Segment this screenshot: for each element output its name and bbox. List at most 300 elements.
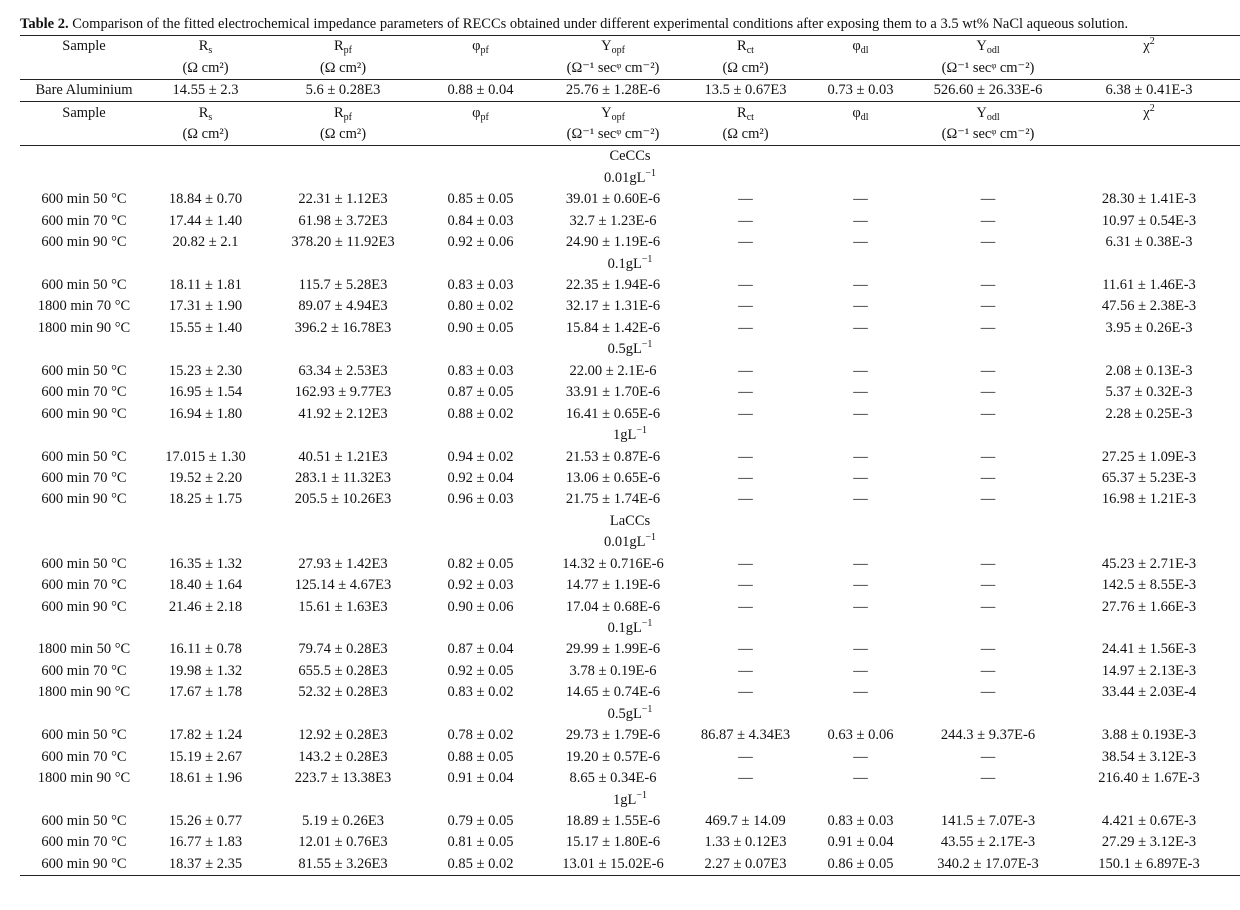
- table-cell: 0.92 ± 0.03: [447, 577, 514, 594]
- section-label-text: LaCCs: [609, 512, 651, 529]
- header-symbol: R: [333, 38, 344, 55]
- table-cell: 17.82 ± 1.24: [168, 727, 243, 744]
- table-cell: 22.31 ± 1.12E3: [298, 191, 388, 208]
- table-row: [20, 446, 1240, 467]
- table-cell: 0.88 ± 0.05: [447, 748, 514, 765]
- table-cell: 0.79 ± 0.05: [447, 812, 514, 829]
- table-cell: 16.95 ± 1.54: [168, 384, 243, 401]
- header-subscript: pf: [480, 45, 489, 57]
- table-cell: 16.41 ± 0.65E-6: [565, 405, 661, 422]
- units-cell: [803, 124, 918, 146]
- table-cell: 0.83 ± 0.03: [447, 362, 514, 379]
- table-cell: 18.25 ± 1.75: [168, 491, 243, 508]
- table-cell: 0.86 ± 0.05: [803, 854, 918, 876]
- header-subscript: pf: [480, 111, 489, 123]
- table-cell: —: [738, 362, 753, 379]
- table-cell: 0.83 ± 0.03: [447, 277, 514, 294]
- units-cell: (Ω⁻¹ secᵠ cm⁻²): [918, 124, 1058, 146]
- header-symbol: φ: [472, 104, 481, 121]
- table-cell: —: [980, 319, 996, 336]
- table-cell: 600 min 70 °C: [41, 748, 127, 765]
- table-cell: 5.6 ± 0.28E3: [305, 82, 381, 99]
- header-subscript: dl: [860, 45, 869, 57]
- table-cell: —: [980, 362, 996, 379]
- header-cell: [538, 36, 688, 58]
- group-row: [20, 146, 1240, 168]
- table-cell: —: [738, 770, 753, 787]
- table-cell: 52.32 ± 0.28E3: [298, 684, 388, 701]
- table-cell: 283.1 ± 11.32E3: [294, 469, 392, 486]
- caption-label: Table 2.: [20, 16, 69, 32]
- table-cell: 29.73 ± 1.79E-6: [565, 727, 661, 744]
- header-symbol: R: [737, 104, 747, 121]
- table-cell: 18.89 ± 1.55E-6: [565, 812, 661, 829]
- table-cell: 340.2 ± 17.07E-3: [918, 854, 1058, 876]
- table-cell: 21.75 ± 1.74E-6: [565, 491, 661, 508]
- concentration-row: [20, 425, 1240, 446]
- table-cell: 6.31 ± 0.38E-3: [1105, 234, 1193, 251]
- table-container: [20, 15, 1200, 876]
- table-cell: 21.46 ± 2.18: [168, 598, 243, 615]
- header-superscript: 2: [1149, 102, 1155, 114]
- header-cell: [263, 36, 423, 58]
- table-cell: —: [980, 748, 996, 765]
- table-cell: 3.95 ± 0.26E-3: [1105, 319, 1193, 336]
- table-cell: 600 min 90 °C: [41, 598, 127, 615]
- table-cell: 16.77 ± 1.83: [168, 834, 243, 851]
- table-cell: 11.61 ± 1.46E-3: [1102, 277, 1196, 294]
- table-cell: —: [853, 362, 868, 379]
- header-symbol: Y: [976, 38, 987, 55]
- header-row: [20, 36, 1240, 58]
- table-cell: 15.61 ± 1.63E3: [298, 598, 388, 615]
- table-cell: 600 min 70 °C: [41, 834, 127, 851]
- header-symbol: R: [198, 38, 209, 55]
- table-cell: —: [738, 684, 753, 701]
- table-cell: 0.73 ± 0.03: [827, 82, 894, 99]
- table-cell: 24.41 ± 1.56E-3: [1101, 641, 1197, 658]
- table-cell: 0.94 ± 0.02: [447, 448, 514, 465]
- table-cell: 38.54 ± 3.12E-3: [1101, 748, 1197, 765]
- table-cell: —: [738, 212, 753, 229]
- table-cell: 15.23 ± 2.30: [168, 362, 243, 379]
- concentration-label: [20, 253, 1240, 274]
- table-cell: 0.82 ± 0.05: [447, 555, 514, 572]
- header-subscript: pf: [343, 45, 352, 57]
- units-cell: [423, 124, 538, 146]
- group-label: [20, 146, 1240, 168]
- table-cell: —: [738, 598, 753, 615]
- table-cell: 5.19 ± 0.26E3: [301, 812, 385, 829]
- section-label-text: 0.5gL: [607, 341, 642, 358]
- section-label-text: 1gL: [613, 791, 637, 808]
- table-cell: 600 min 90 °C: [41, 405, 127, 422]
- header-symbol: φ: [852, 104, 861, 121]
- table-cell: 8.65 ± 0.34E-6: [569, 770, 657, 787]
- table-cell: —: [853, 684, 868, 701]
- table-cell: —: [853, 770, 868, 787]
- table-cell: 125.14 ± 4.67E3: [294, 577, 392, 594]
- units-cell: [1058, 57, 1240, 79]
- header-symbol: R: [333, 104, 344, 121]
- table-row: [20, 489, 1240, 510]
- table-cell: 0.88 ± 0.02: [447, 405, 514, 422]
- units-cell: (Ω cm²): [688, 57, 803, 79]
- header-cell: [20, 36, 148, 58]
- table-cell: —: [853, 555, 868, 572]
- table-cell: 21.53 ± 0.87E-6: [565, 448, 661, 465]
- table-cell: 1800 min 90 °C: [37, 684, 131, 701]
- units-cell: [423, 57, 538, 79]
- header-cell: [1058, 102, 1240, 124]
- header-cell: [688, 36, 803, 58]
- table-cell: —: [738, 384, 753, 401]
- table-row: [20, 275, 1240, 296]
- table-cell: 14.65 ± 0.74E-6: [565, 684, 661, 701]
- table-cell: 33.44 ± 2.03E-4: [1101, 684, 1197, 701]
- table-row: [20, 189, 1240, 210]
- units-row: [20, 124, 1240, 146]
- table-cell: 0.87 ± 0.05: [447, 384, 514, 401]
- units-cell: (Ω⁻¹ secᵠ cm⁻²): [538, 124, 688, 146]
- table-cell: 12.92 ± 0.28E3: [298, 727, 388, 744]
- table-cell: —: [738, 191, 753, 208]
- table-cell: —: [980, 770, 996, 787]
- table-cell: 0.92 ± 0.06: [447, 234, 514, 251]
- table-cell: 0.63 ± 0.06: [827, 727, 894, 744]
- table-cell: 33.91 ± 1.70E-6: [565, 384, 661, 401]
- table-cell: 18.11 ± 1.81: [169, 277, 242, 294]
- table-cell: —: [853, 641, 868, 658]
- table-cell: 0.90 ± 0.06: [447, 598, 514, 615]
- header-cell: [918, 102, 1058, 124]
- table-cell: 61.98 ± 3.72E3: [298, 212, 388, 229]
- table-row: [20, 854, 1240, 876]
- table-cell: —: [853, 662, 868, 679]
- table-cell: —: [853, 448, 868, 465]
- table-cell: 14.55 ± 2.3: [172, 82, 239, 99]
- table-cell: —: [738, 748, 753, 765]
- header-symbol: R: [737, 38, 747, 55]
- table-cell: 600 min 50 °C: [41, 812, 127, 829]
- table-cell: 19.52 ± 2.20: [168, 469, 243, 486]
- table-cell: 600 min 70 °C: [41, 577, 127, 594]
- table-cell: 205.5 ± 10.26E3: [294, 491, 392, 508]
- table-cell: 0.92 ± 0.04: [447, 469, 514, 486]
- table-cell: 13.06 ± 0.65E-6: [565, 469, 661, 486]
- table-cell: 0.83 ± 0.03: [827, 812, 894, 829]
- table-cell: —: [980, 491, 996, 508]
- table-cell: 526.60 ± 26.33E-6: [933, 82, 1043, 99]
- table-cell: 45.23 ± 2.71E-3: [1101, 555, 1197, 572]
- table-cell: 600 min 50 °C: [41, 362, 127, 379]
- table-cell: 3.78 ± 0.19E-6: [569, 662, 657, 679]
- table-cell: 0.91 ± 0.04: [447, 770, 514, 787]
- table-cell: —: [738, 405, 753, 422]
- table-cell: 24.90 ± 1.19E-6: [565, 234, 661, 251]
- header-cell: [423, 36, 538, 58]
- table-cell: 3.88 ± 0.193E-3: [1101, 727, 1197, 744]
- section-label-text: 0.01gL: [603, 169, 646, 186]
- table-cell: 0.80 ± 0.02: [447, 298, 514, 315]
- table-cell: 244.3 ± 9.37E-6: [940, 727, 1036, 744]
- table-cell: —: [738, 469, 753, 486]
- header-symbol: Sample: [62, 104, 106, 121]
- concentration-label: [20, 425, 1240, 446]
- table-cell: 32.7 ± 1.23E-6: [569, 212, 657, 229]
- table-cell: 15.19 ± 2.67: [168, 748, 243, 765]
- header-symbol: Y: [601, 104, 612, 121]
- concentration-unit-superscript: −1: [641, 339, 653, 351]
- units-cell: (Ω cm²): [148, 124, 263, 146]
- table-cell: —: [853, 577, 868, 594]
- table-cell: —: [738, 277, 753, 294]
- table-cell: 18.84 ± 0.70: [168, 191, 243, 208]
- table-cell: 0.91 ± 0.04: [827, 834, 894, 851]
- table-cell: —: [853, 277, 868, 294]
- table-cell: 79.74 ± 0.28E3: [298, 641, 388, 658]
- table-row: [20, 768, 1240, 789]
- table-cell: 65.37 ± 5.23E-3: [1101, 469, 1197, 486]
- table-cell: —: [980, 598, 996, 615]
- concentration-label: [20, 532, 1240, 553]
- table-cell: 600 min 70 °C: [41, 662, 127, 679]
- table-cell: 143.2 ± 0.28E3: [298, 748, 388, 765]
- units-cell: (Ω cm²): [263, 57, 423, 79]
- concentration-row: [20, 704, 1240, 725]
- table-row: [20, 832, 1240, 853]
- header-cell: [148, 36, 263, 58]
- table-cell: —: [853, 234, 868, 251]
- table-cell: 89.07 ± 4.94E3: [298, 298, 388, 315]
- table-cell: 0.85 ± 0.05: [447, 191, 514, 208]
- table-cell: —: [980, 191, 996, 208]
- table-cell: —: [738, 641, 753, 658]
- table-cell: 6.38 ± 0.41E-3: [1105, 82, 1193, 99]
- section-label-text: 1gL: [613, 427, 637, 444]
- header-cell: [423, 102, 538, 124]
- header-subscript: odl: [986, 45, 1000, 57]
- units-cell: [20, 124, 148, 146]
- table-cell: 13.5 ± 0.67E3: [704, 82, 787, 99]
- table-cell: 81.55 ± 3.26E3: [263, 854, 423, 876]
- table-cell: 150.1 ± 6.897E-3: [1058, 854, 1240, 876]
- table-cell: 40.51 ± 1.21E3: [298, 448, 388, 465]
- header-subscript: odl: [986, 111, 1000, 123]
- table-cell: —: [853, 298, 868, 315]
- table-cell: 18.61 ± 1.96: [168, 770, 243, 787]
- table-cell: 29.99 ± 1.99E-6: [565, 641, 661, 658]
- table-cell: 1800 min 50 °C: [37, 641, 131, 658]
- table-cell: 27.29 ± 3.12E-3: [1101, 834, 1197, 851]
- table-row: [20, 639, 1240, 660]
- table-cell: Bare Aluminium: [35, 82, 133, 99]
- header-cell: [803, 102, 918, 124]
- table-cell: —: [980, 662, 996, 679]
- table-cell: —: [738, 491, 753, 508]
- table-cell: —: [738, 319, 753, 336]
- table-row: [20, 361, 1240, 382]
- concentration-label: [20, 339, 1240, 360]
- table-cell: —: [738, 298, 753, 315]
- table-cell: 16.98 ± 1.21E-3: [1101, 491, 1197, 508]
- table-cell: 1800 min 90 °C: [37, 319, 131, 336]
- table-row: [20, 403, 1240, 424]
- table-cell: 600 min 70 °C: [41, 212, 127, 229]
- table-row: [20, 296, 1240, 317]
- table-cell: 25.76 ± 1.28E-6: [565, 82, 661, 99]
- table-cell: 655.5 ± 0.28E3: [298, 662, 388, 679]
- header-subscript: opf: [611, 111, 625, 123]
- units-cell: (Ω cm²): [688, 124, 803, 146]
- table-cell: 2.27 ± 0.07E3: [688, 854, 803, 876]
- table-cell: —: [980, 577, 996, 594]
- header-symbol: φ: [472, 38, 481, 55]
- table-cell: 600 min 90 °C: [41, 234, 127, 251]
- table-cell: 0.88 ± 0.04: [447, 82, 514, 99]
- table-cell: 10.97 ± 0.54E-3: [1101, 212, 1197, 229]
- table-cell: 1.33 ± 0.12E3: [704, 834, 787, 851]
- table-cell: —: [738, 577, 753, 594]
- table-cell: 14.77 ± 1.19E-6: [565, 577, 661, 594]
- table-cell: 43.55 ± 2.17E-3: [940, 834, 1036, 851]
- section-label-text: 0.01gL: [603, 534, 646, 551]
- table-row: [20, 554, 1240, 575]
- table-cell: 18.37 ± 2.35: [148, 854, 263, 876]
- table-cell: 600 min 90 °C: [20, 854, 148, 876]
- header-cell: [688, 102, 803, 124]
- table-row: [20, 318, 1240, 339]
- header-symbol: Y: [976, 104, 987, 121]
- table-row: [20, 811, 1240, 832]
- table-cell: 27.25 ± 1.09E-3: [1101, 448, 1197, 465]
- table-cell: 0.84 ± 0.03: [447, 212, 514, 229]
- table-cell: 27.76 ± 1.66E-3: [1101, 598, 1197, 615]
- table-cell: —: [980, 298, 996, 315]
- table-cell: 15.17 ± 1.80E-6: [565, 834, 661, 851]
- concentration-unit-superscript: −1: [636, 789, 647, 801]
- header-subscript: ct: [746, 45, 754, 57]
- table-row: [20, 661, 1240, 682]
- table-cell: 14.97 ± 2.13E-3: [1101, 662, 1197, 679]
- table-cell: 18.40 ± 1.64: [168, 577, 243, 594]
- table-cell: 600 min 50 °C: [41, 191, 127, 208]
- table-cell: —: [980, 555, 996, 572]
- units-cell: [1058, 124, 1240, 146]
- table-cell: 600 min 90 °C: [41, 491, 127, 508]
- table-cell: 16.35 ± 1.32: [168, 555, 243, 572]
- group-label: [20, 511, 1240, 532]
- table-row: [20, 382, 1240, 403]
- table-cell: 4.421 ± 0.67E-3: [1101, 812, 1197, 829]
- section-label-text: 0.1gL: [607, 620, 642, 637]
- table-row: [20, 575, 1240, 596]
- table-row: [20, 682, 1240, 703]
- table-caption: [20, 15, 1140, 33]
- table-cell: —: [853, 405, 868, 422]
- table-cell: 41.92 ± 2.12E3: [298, 405, 388, 422]
- table-cell: —: [853, 469, 868, 486]
- section-label-text: 0.5gL: [607, 705, 642, 722]
- table-cell: —: [980, 684, 996, 701]
- table-cell: 17.44 ± 1.40: [168, 212, 243, 229]
- concentration-unit-superscript: −1: [641, 703, 653, 715]
- table-cell: 600 min 70 °C: [41, 384, 127, 401]
- table-cell: 14.32 ± 0.716E-6: [562, 555, 664, 572]
- table-cell: —: [853, 598, 868, 615]
- table-cell: 142.5 ± 8.55E-3: [1101, 577, 1197, 594]
- table-cell: —: [980, 234, 996, 251]
- table-cell: 32.17 ± 1.31E-6: [565, 298, 661, 315]
- header-symbol: χ: [1143, 104, 1150, 121]
- concentration-row: [20, 532, 1240, 553]
- table-cell: 0.85 ± 0.02: [423, 854, 538, 876]
- concentration-label: [20, 618, 1240, 639]
- table-cell: 600 min 50 °C: [41, 448, 127, 465]
- table-cell: 141.5 ± 7.07E-3: [940, 812, 1036, 829]
- table-cell: 0.87 ± 0.04: [447, 641, 514, 658]
- table-cell: 0.96 ± 0.03: [447, 491, 514, 508]
- header-symbol: Sample: [62, 38, 106, 55]
- table-cell: 19.20 ± 0.57E-6: [565, 748, 661, 765]
- table-cell: 15.55 ± 1.40: [168, 319, 243, 336]
- bare-aluminium-row: [20, 79, 1240, 101]
- table-cell: 16.11 ± 0.78: [169, 641, 242, 658]
- concentration-unit-superscript: −1: [641, 253, 653, 265]
- concentration-row: [20, 789, 1240, 810]
- table-cell: —: [853, 491, 868, 508]
- header-subscript: ct: [746, 111, 754, 123]
- table-cell: 12.01 ± 0.76E3: [298, 834, 388, 851]
- table-row: [20, 232, 1240, 253]
- table-cell: 39.01 ± 0.60E-6: [565, 191, 661, 208]
- table-cell: 47.56 ± 2.38E-3: [1101, 298, 1197, 315]
- header-symbol: Y: [601, 38, 612, 55]
- header-cell: [538, 102, 688, 124]
- table-cell: 162.93 ± 9.77E3: [294, 384, 392, 401]
- header-cell: [803, 36, 918, 58]
- concentration-row: [20, 253, 1240, 274]
- table-cell: 0.90 ± 0.05: [447, 319, 514, 336]
- table-cell: —: [853, 319, 868, 336]
- table-row: [20, 746, 1240, 767]
- table-row: [20, 596, 1240, 617]
- table-cell: —: [853, 212, 868, 229]
- table-cell: —: [738, 234, 753, 251]
- table-cell: 2.08 ± 0.13E-3: [1105, 362, 1193, 379]
- table-cell: —: [980, 469, 996, 486]
- header-symbol: R: [198, 104, 209, 121]
- table-cell: —: [980, 212, 996, 229]
- table-cell: —: [738, 555, 753, 572]
- table-cell: 22.35 ± 1.94E-6: [565, 277, 661, 294]
- units-cell: (Ω cm²): [263, 124, 423, 146]
- header-subscript: s: [208, 45, 213, 57]
- concentration-unit-superscript: −1: [636, 425, 647, 437]
- table-body: [20, 36, 1240, 876]
- section-label-text: 0.1gL: [607, 255, 642, 272]
- table-cell: 600 min 70 °C: [41, 469, 127, 486]
- table-cell: 17.67 ± 1.78: [168, 684, 243, 701]
- table-cell: 19.98 ± 1.32: [168, 662, 243, 679]
- header-subscript: s: [208, 111, 213, 123]
- table-cell: 396.2 ± 16.78E3: [294, 319, 392, 336]
- table-row: [20, 211, 1240, 232]
- table-cell: —: [980, 405, 996, 422]
- table-cell: 0.81 ± 0.05: [447, 834, 514, 851]
- units-cell: (Ω cm²): [148, 57, 263, 79]
- header-symbol: φ: [852, 38, 861, 55]
